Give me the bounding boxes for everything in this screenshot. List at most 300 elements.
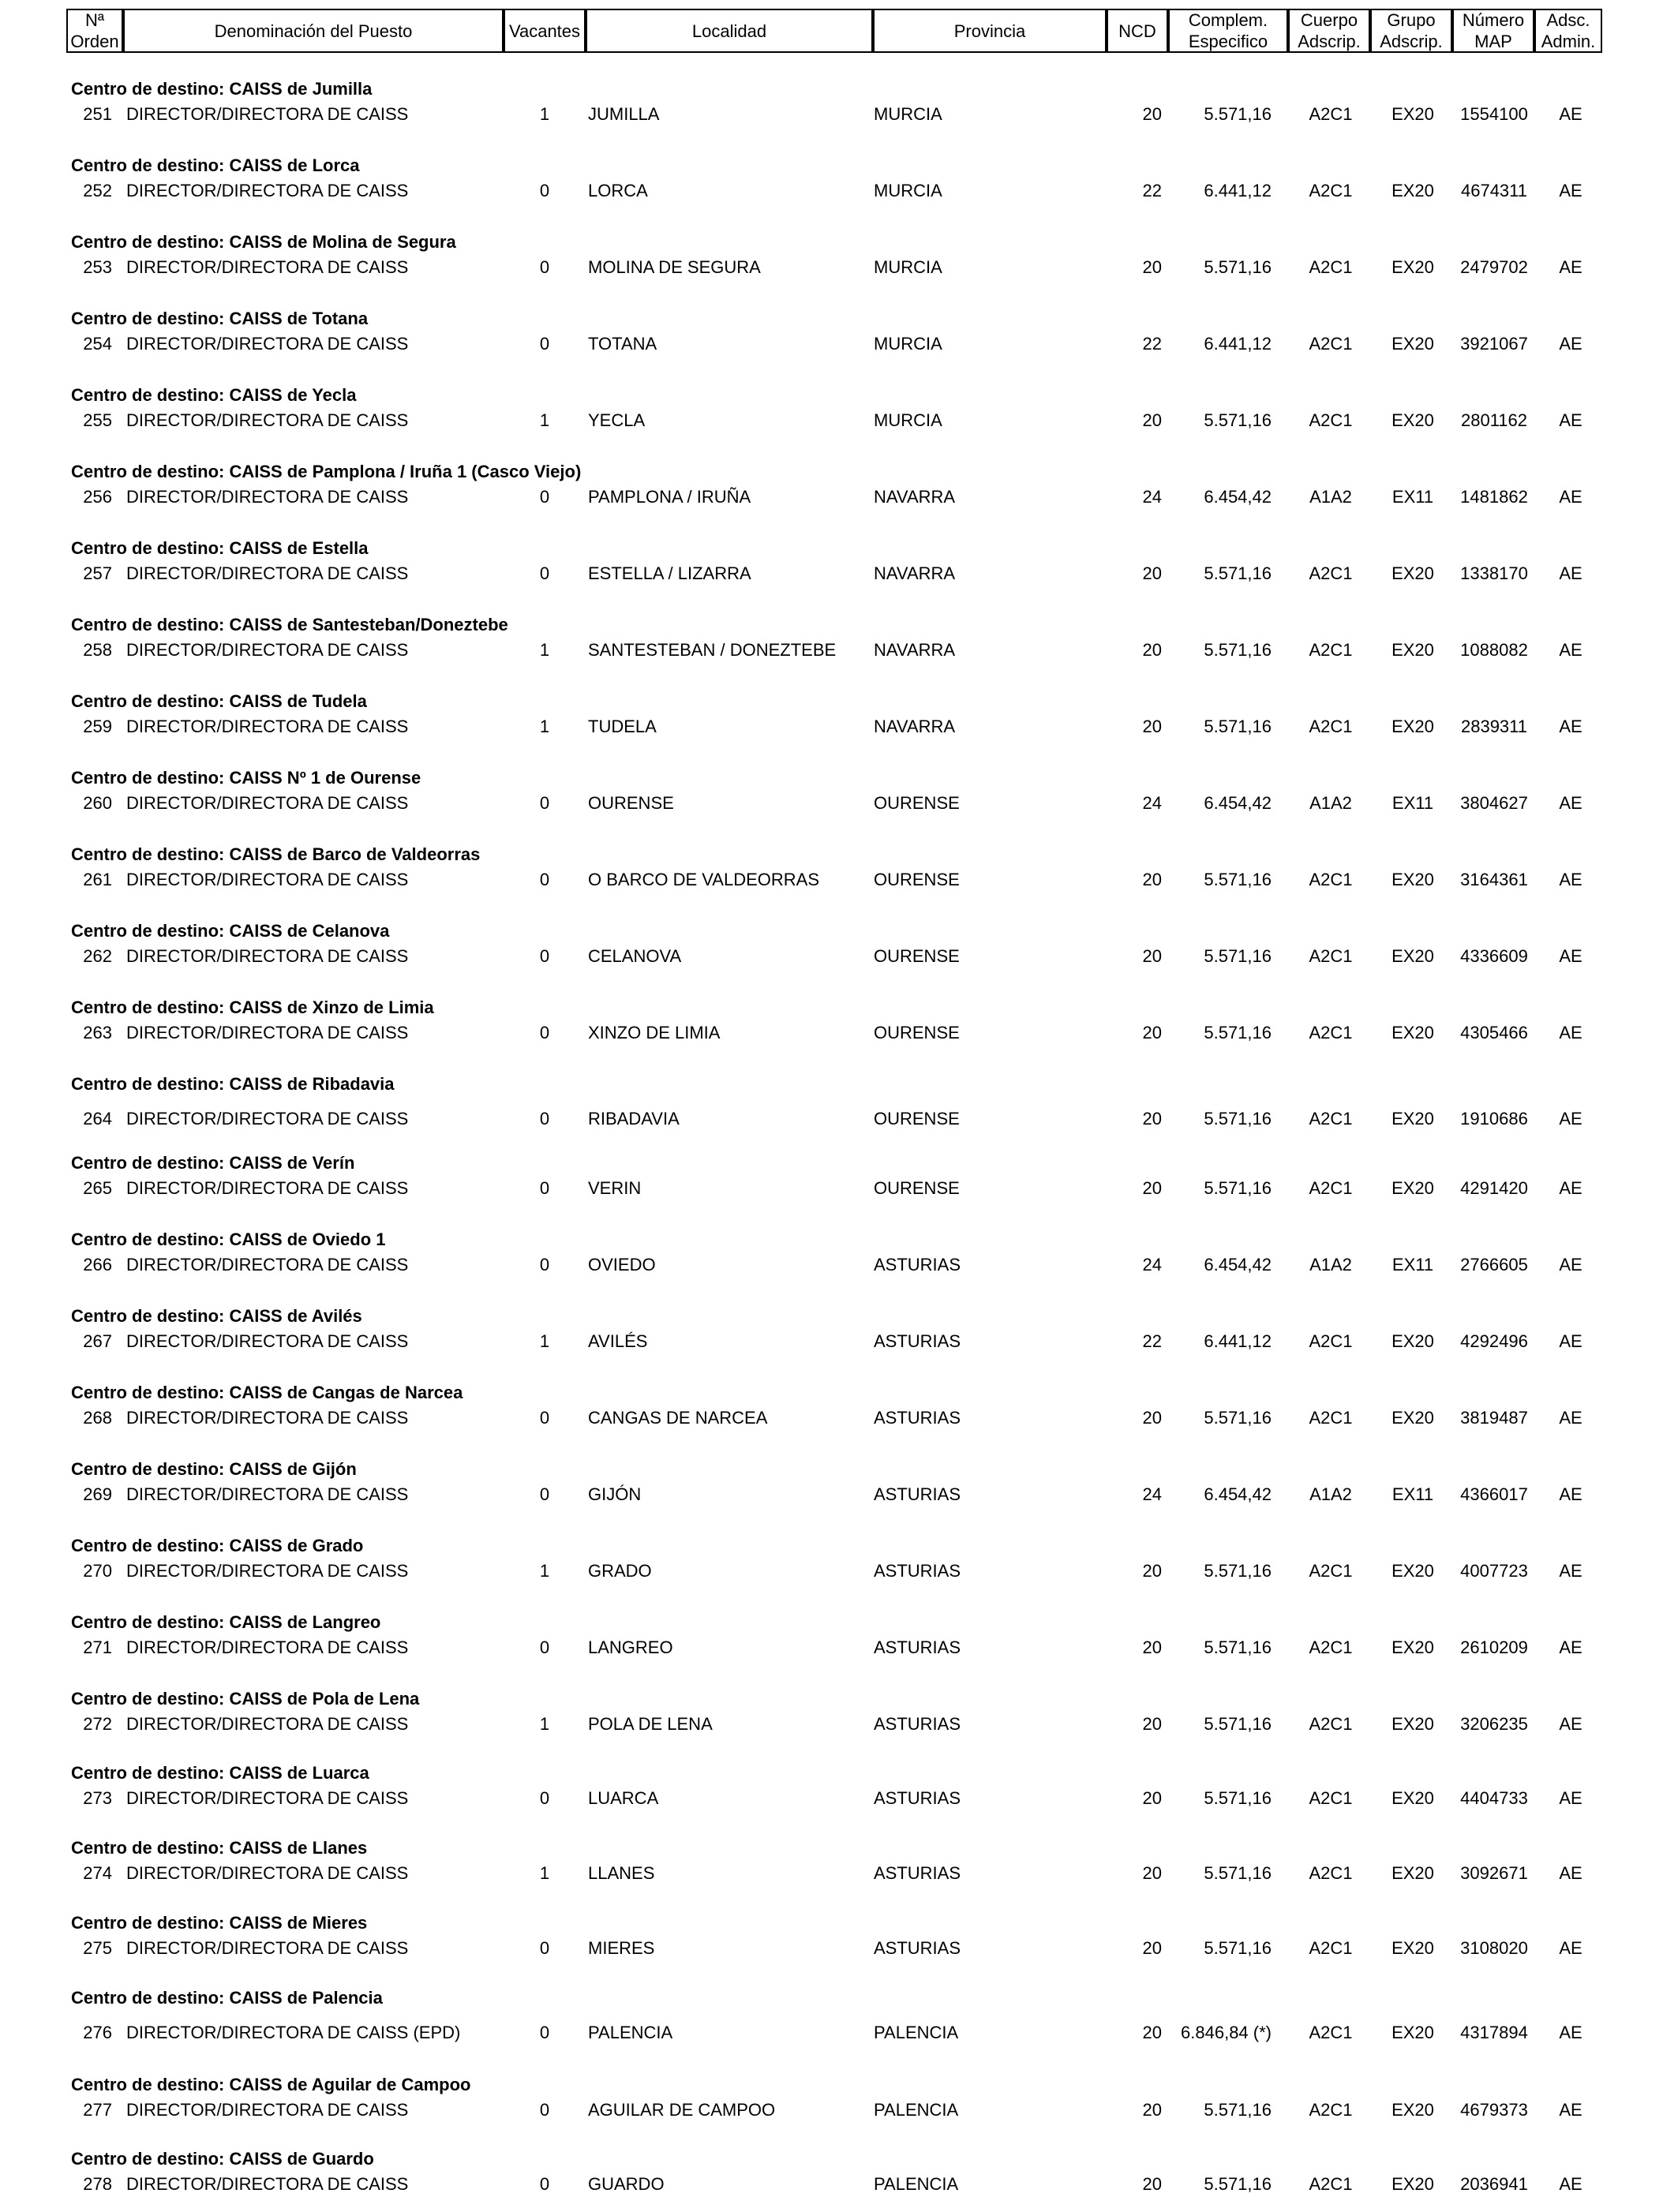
- cell-cuerpo: A2C1: [1309, 104, 1353, 124]
- cell-numero-map: 3092671: [1460, 1863, 1528, 1883]
- cell-adscripcion-admin: AE: [1559, 1023, 1582, 1042]
- cell-provincia: NAVARRA: [874, 717, 956, 736]
- cell-provincia: OURENSE: [874, 793, 960, 813]
- table-row-group: [0, 1689, 1678, 1752]
- cell-adscripcion-admin: AE: [1559, 1637, 1582, 1657]
- cell-ncd: 20: [1142, 563, 1162, 583]
- cell-denominacion: DIRECTOR/DIRECTORA DE CAISS: [126, 1714, 409, 1734]
- cell-ncd: 20: [1142, 1408, 1162, 1428]
- cell-numero-map: 3206235: [1460, 1714, 1528, 1734]
- centro-destino-prefix: Centro de destino:: [71, 2149, 230, 2169]
- cell-cuerpo: A2C1: [1309, 1109, 1353, 1128]
- cell-adscripcion-admin: AE: [1559, 2100, 1582, 2120]
- cell-cuerpo: A1A2: [1309, 1255, 1352, 1274]
- cell-orden: 268: [83, 1408, 112, 1428]
- cell-cuerpo: A2C1: [1309, 1178, 1353, 1198]
- cell-adscripcion-admin: AE: [1559, 1178, 1582, 1198]
- centro-destino-name: CAISS de Barco de Valdeorras: [229, 844, 481, 864]
- table-row: [0, 410, 1678, 436]
- centro-destino-name: CAISS de Pola de Lena: [229, 1689, 420, 1709]
- cell-provincia: MURCIA: [874, 257, 942, 277]
- cell-grupo: EX20: [1391, 717, 1434, 736]
- cell-localidad: PALENCIA: [588, 2023, 673, 2042]
- cell-numero-map: 3108020: [1460, 1938, 1528, 1958]
- centro-destino-heading: [71, 1306, 362, 1327]
- cell-adscripcion-admin: AE: [1559, 334, 1582, 354]
- table-row-group: [0, 232, 1678, 295]
- table-row: [0, 334, 1678, 359]
- table-row: [0, 1178, 1678, 1203]
- cell-complemento: 5.571,16: [1204, 946, 1272, 966]
- centro-destino-heading: [71, 1838, 367, 1858]
- cell-vacantes: 0: [539, 487, 550, 507]
- cell-denominacion: DIRECTOR/DIRECTORA DE CAISS: [126, 870, 409, 889]
- centro-destino-heading: [71, 997, 434, 1018]
- cell-vacantes: 1: [539, 1863, 550, 1883]
- header-map: Número MAP: [1452, 9, 1534, 53]
- cell-orden: 253: [83, 257, 112, 277]
- cell-vacantes: 0: [539, 1938, 550, 1958]
- cell-localidad: CELANOVA: [588, 946, 682, 966]
- cell-numero-map: 2036941: [1460, 2174, 1528, 2194]
- cell-denominacion: DIRECTOR/DIRECTORA DE CAISS: [126, 1178, 409, 1198]
- cell-cuerpo: A1A2: [1309, 487, 1352, 507]
- cell-denominacion: DIRECTOR/DIRECTORA DE CAISS (EPD): [126, 2023, 461, 2042]
- cell-cuerpo: A2C1: [1309, 334, 1353, 354]
- cell-grupo: EX20: [1391, 1788, 1434, 1808]
- cell-vacantes: 1: [539, 104, 550, 124]
- centro-destino-prefix: Centro de destino:: [71, 615, 230, 634]
- cell-grupo: EX20: [1391, 1331, 1434, 1351]
- table-row-group: [0, 1459, 1678, 1522]
- cell-cuerpo: A2C1: [1309, 1023, 1353, 1042]
- table-row-group: [0, 1913, 1678, 1976]
- cell-orden: 252: [83, 181, 112, 200]
- cell-numero-map: 4679373: [1460, 2100, 1528, 2120]
- table-row-group: [0, 2149, 1678, 2212]
- centro-destino-heading: [71, 155, 360, 176]
- cell-complemento: 6.454,42: [1204, 487, 1272, 507]
- table-row: [0, 487, 1678, 512]
- cell-numero-map: 1088082: [1460, 640, 1528, 660]
- cell-provincia: NAVARRA: [874, 563, 956, 583]
- cell-ncd: 20: [1142, 1109, 1162, 1128]
- cell-adscripcion-admin: AE: [1559, 717, 1582, 736]
- cell-complemento: 5.571,16: [1204, 1637, 1272, 1657]
- cell-grupo: EX20: [1391, 946, 1434, 966]
- cell-orden: 260: [83, 793, 112, 813]
- cell-localidad: YECLA: [588, 410, 646, 430]
- cell-orden: 254: [83, 334, 112, 354]
- cell-complemento: 5.571,16: [1204, 257, 1272, 277]
- cell-localidad: MIERES: [588, 1938, 655, 1958]
- cell-adscripcion-admin: AE: [1559, 1863, 1582, 1883]
- centro-destino-prefix: Centro de destino:: [71, 1612, 230, 1632]
- cell-ncd: 20: [1142, 410, 1162, 430]
- cell-complemento: 5.571,16: [1204, 2174, 1272, 2194]
- centro-destino-prefix: Centro de destino:: [71, 1230, 230, 1249]
- cell-provincia: OURENSE: [874, 1023, 960, 1042]
- centro-destino-name: CAISS de Aguilar de Campoo: [229, 2075, 471, 2094]
- centro-destino-prefix: Centro de destino:: [71, 1536, 230, 1555]
- cell-provincia: ASTURIAS: [874, 1255, 961, 1274]
- centro-destino-heading: [71, 1459, 357, 1480]
- centro-destino-name: CAISS de Verín: [229, 1153, 355, 1173]
- table-row: [0, 2174, 1678, 2199]
- cell-provincia: OURENSE: [874, 1178, 960, 1198]
- cell-orden: 271: [83, 1637, 112, 1657]
- cell-localidad: OVIEDO: [588, 1255, 656, 1274]
- cell-ncd: 20: [1142, 1714, 1162, 1734]
- cell-localidad: AGUILAR DE CAMPOO: [588, 2100, 776, 2120]
- centro-destino-heading: [71, 309, 368, 329]
- cell-orden: 264: [83, 1109, 112, 1128]
- cell-ncd: 20: [1142, 870, 1162, 889]
- cell-complemento: 5.571,16: [1204, 640, 1272, 660]
- table-row: [0, 1484, 1678, 1510]
- cell-ncd: 20: [1142, 1863, 1162, 1883]
- centro-destino-heading: [71, 1153, 354, 1173]
- cell-cuerpo: A2C1: [1309, 410, 1353, 430]
- cell-numero-map: 4366017: [1460, 1484, 1528, 1504]
- cell-denominacion: DIRECTOR/DIRECTORA DE CAISS: [126, 1109, 409, 1128]
- table-row: [0, 1331, 1678, 1357]
- cell-denominacion: DIRECTOR/DIRECTORA DE CAISS: [126, 1637, 409, 1657]
- cell-orden: 272: [83, 1714, 112, 1734]
- cell-numero-map: 3921067: [1460, 334, 1528, 354]
- cell-cuerpo: A2C1: [1309, 1331, 1353, 1351]
- centro-destino-prefix: Centro de destino:: [71, 1306, 230, 1326]
- centro-destino-name: CAISS Nº 1 de Ourense: [229, 768, 421, 788]
- centro-destino-name: CAISS de Jumilla: [229, 79, 373, 99]
- cell-grupo: EX20: [1391, 640, 1434, 660]
- cell-localidad: LLANES: [588, 1863, 655, 1883]
- table-row: [0, 181, 1678, 206]
- table-row-group: [0, 1612, 1678, 1675]
- centro-destino-name: CAISS de Ribadavia: [229, 1074, 395, 1094]
- cell-ncd: 20: [1142, 104, 1162, 124]
- centro-destino-heading: [71, 232, 456, 253]
- centro-destino-heading: [71, 385, 356, 406]
- cell-provincia: MURCIA: [874, 181, 942, 200]
- cell-provincia: MURCIA: [874, 410, 942, 430]
- cell-cuerpo: A2C1: [1309, 181, 1353, 200]
- header-admin: Adsc. Admin.: [1534, 9, 1602, 53]
- centro-destino-prefix: Centro de destino:: [71, 79, 230, 99]
- cell-adscripcion-admin: AE: [1559, 2023, 1582, 2042]
- table-row: [0, 1023, 1678, 1048]
- cell-orden: 270: [83, 1561, 112, 1581]
- cell-vacantes: 0: [539, 946, 550, 966]
- centro-destino-prefix: Centro de destino:: [71, 768, 230, 788]
- table-row: [0, 946, 1678, 971]
- cell-cuerpo: A2C1: [1309, 1637, 1353, 1657]
- cell-denominacion: DIRECTOR/DIRECTORA DE CAISS: [126, 2100, 409, 2120]
- centro-destino-heading: [71, 1689, 419, 1709]
- table-row: [0, 640, 1678, 665]
- cell-cuerpo: A2C1: [1309, 1714, 1353, 1734]
- cell-complemento: 5.571,16: [1204, 104, 1272, 124]
- centro-destino-heading: [71, 844, 480, 865]
- header-orden: Nª Orden: [66, 9, 123, 53]
- cell-provincia: ASTURIAS: [874, 1637, 961, 1657]
- table-row: [0, 717, 1678, 742]
- cell-ncd: 20: [1142, 1788, 1162, 1808]
- table-row-group: [0, 2075, 1678, 2138]
- centro-destino-prefix: Centro de destino:: [71, 1988, 230, 2008]
- cell-grupo: EX20: [1391, 1178, 1434, 1198]
- cell-complemento: 5.571,16: [1204, 1178, 1272, 1198]
- cell-vacantes: 0: [539, 1255, 550, 1274]
- centro-destino-prefix: Centro de destino:: [71, 538, 230, 558]
- table-row-group: [0, 1074, 1678, 1137]
- cell-grupo: EX20: [1391, 563, 1434, 583]
- cell-localidad: LANGREO: [588, 1637, 673, 1657]
- cell-provincia: MURCIA: [874, 104, 942, 124]
- cell-localidad: OURENSE: [588, 793, 674, 813]
- cell-complemento: 6.441,12: [1204, 334, 1272, 354]
- cell-numero-map: 2479702: [1460, 257, 1528, 277]
- centro-destino-prefix: Centro de destino:: [71, 691, 230, 711]
- cell-vacantes: 1: [539, 1331, 550, 1351]
- cell-adscripcion-admin: AE: [1559, 1714, 1582, 1734]
- cell-vacantes: 0: [539, 2023, 550, 2042]
- cell-vacantes: 0: [539, 1637, 550, 1657]
- cell-ncd: 20: [1142, 257, 1162, 277]
- cell-complemento: 5.571,16: [1204, 410, 1272, 430]
- centro-destino-name: CAISS de Lorca: [229, 155, 360, 175]
- cell-numero-map: 4291420: [1460, 1178, 1528, 1198]
- table-row-group: [0, 538, 1678, 601]
- cell-numero-map: 2839311: [1460, 717, 1527, 736]
- table-row: [0, 1788, 1678, 1813]
- cell-complemento: 5.571,16: [1204, 1863, 1272, 1883]
- cell-orden: 273: [83, 1788, 112, 1808]
- cell-provincia: NAVARRA: [874, 640, 956, 660]
- cell-adscripcion-admin: AE: [1559, 2174, 1582, 2194]
- cell-grupo: EX20: [1391, 2100, 1434, 2120]
- cell-cuerpo: A2C1: [1309, 1561, 1353, 1581]
- cell-denominacion: DIRECTOR/DIRECTORA DE CAISS: [126, 1561, 409, 1581]
- cell-provincia: ASTURIAS: [874, 1484, 961, 1504]
- centro-destino-heading: [71, 2075, 470, 2095]
- cell-orden: 263: [83, 1023, 112, 1042]
- cell-denominacion: DIRECTOR/DIRECTORA DE CAISS: [126, 1408, 409, 1428]
- centro-destino-heading: [71, 768, 421, 788]
- cell-numero-map: 4292496: [1460, 1331, 1528, 1351]
- centro-destino-heading: [71, 1230, 386, 1250]
- cell-adscripcion-admin: AE: [1559, 870, 1582, 889]
- cell-vacantes: 0: [539, 2174, 550, 2194]
- cell-grupo: EX20: [1391, 1408, 1434, 1428]
- cell-complemento: 5.571,16: [1204, 1788, 1272, 1808]
- cell-numero-map: 3819487: [1460, 1408, 1528, 1428]
- cell-provincia: NAVARRA: [874, 487, 956, 507]
- cell-denominacion: DIRECTOR/DIRECTORA DE CAISS: [126, 1023, 409, 1042]
- table-row-group: [0, 462, 1678, 525]
- cell-complemento: 6.441,12: [1204, 1331, 1272, 1351]
- cell-adscripcion-admin: AE: [1559, 1408, 1582, 1428]
- cell-localidad: PAMPLONA / IRUÑA: [588, 487, 751, 507]
- centro-destino-prefix: Centro de destino:: [71, 1153, 230, 1173]
- header-ncd: NCD: [1107, 9, 1168, 53]
- cell-cuerpo: A2C1: [1309, 2023, 1353, 2042]
- cell-adscripcion-admin: AE: [1559, 181, 1582, 200]
- cell-denominacion: DIRECTOR/DIRECTORA DE CAISS: [126, 1863, 409, 1883]
- centro-destino-name: CAISS de Xinzo de Limia: [229, 997, 434, 1017]
- cell-provincia: OURENSE: [874, 870, 960, 889]
- cell-complemento: 6.441,12: [1204, 181, 1272, 200]
- cell-complemento: 5.571,16: [1204, 870, 1272, 889]
- cell-cuerpo: A1A2: [1309, 793, 1352, 813]
- cell-denominacion: DIRECTOR/DIRECTORA DE CAISS: [126, 2174, 409, 2194]
- cell-ncd: 20: [1142, 1178, 1162, 1198]
- centro-destino-prefix: Centro de destino:: [71, 1763, 230, 1783]
- cell-provincia: ASTURIAS: [874, 1714, 961, 1734]
- cell-ncd: 22: [1142, 181, 1162, 200]
- centro-destino-name: CAISS de Tudela: [229, 691, 367, 711]
- centro-destino-name: CAISS de Avilés: [229, 1306, 362, 1326]
- cell-complemento: 5.571,16: [1204, 563, 1272, 583]
- cell-adscripcion-admin: AE: [1559, 1109, 1582, 1128]
- cell-denominacion: DIRECTOR/DIRECTORA DE CAISS: [126, 640, 409, 660]
- centro-destino-prefix: Centro de destino:: [71, 997, 230, 1017]
- cell-cuerpo: A2C1: [1309, 717, 1353, 736]
- cell-complemento: 6.846,84 (*): [1181, 2023, 1272, 2042]
- cell-ncd: 20: [1142, 2100, 1162, 2120]
- table-row: [0, 793, 1678, 818]
- cell-cuerpo: A2C1: [1309, 1788, 1353, 1808]
- cell-provincia: MURCIA: [874, 334, 942, 354]
- cell-localidad: GRADO: [588, 1561, 652, 1581]
- table-row-group: [0, 79, 1678, 142]
- cell-complemento: 5.571,16: [1204, 1938, 1272, 1958]
- cell-numero-map: 1481862: [1460, 487, 1528, 507]
- cell-ncd: 24: [1142, 1484, 1162, 1504]
- cell-localidad: TUDELA: [588, 717, 657, 736]
- cell-cuerpo: A2C1: [1309, 870, 1353, 889]
- cell-localidad: SANTESTEBAN / DONEZTEBE: [588, 640, 837, 660]
- centro-destino-name: CAISS de Luarca: [229, 1763, 369, 1783]
- centro-destino-name: CAISS de Totana: [229, 309, 369, 328]
- cell-localidad: GUARDO: [588, 2174, 665, 2194]
- cell-orden: 277: [83, 2100, 112, 2120]
- cell-denominacion: DIRECTOR/DIRECTORA DE CAISS: [126, 257, 409, 277]
- centro-destino-prefix: Centro de destino:: [71, 385, 230, 405]
- cell-localidad: CANGAS DE NARCEA: [588, 1408, 768, 1428]
- centro-destino-heading: [71, 1383, 463, 1403]
- cell-complemento: 6.454,42: [1204, 793, 1272, 813]
- cell-localidad: JUMILLA: [588, 104, 660, 124]
- cell-localidad: ESTELLA / LIZARRA: [588, 563, 751, 583]
- cell-orden: 278: [83, 2174, 112, 2194]
- centro-destino-prefix: Centro de destino:: [71, 1838, 230, 1858]
- centro-destino-prefix: Centro de destino:: [71, 1689, 230, 1709]
- table-row-group: [0, 1383, 1678, 1446]
- table-row: [0, 1714, 1678, 1739]
- centro-destino-prefix: Centro de destino:: [71, 921, 230, 941]
- cell-grupo: EX20: [1391, 2174, 1434, 2194]
- cell-denominacion: DIRECTOR/DIRECTORA DE CAISS: [126, 1255, 409, 1274]
- cell-vacantes: 0: [539, 563, 550, 583]
- cell-vacantes: 0: [539, 257, 550, 277]
- centro-destino-name: CAISS de Langreo: [229, 1612, 381, 1632]
- cell-grupo: EX20: [1391, 1637, 1434, 1657]
- cell-denominacion: DIRECTOR/DIRECTORA DE CAISS: [126, 487, 409, 507]
- centro-destino-prefix: Centro de destino:: [71, 462, 230, 481]
- cell-vacantes: 0: [539, 1484, 550, 1504]
- cell-orden: 258: [83, 640, 112, 660]
- centro-destino-heading: [71, 1763, 369, 1783]
- cell-numero-map: 2766605: [1460, 1255, 1528, 1274]
- centro-destino-name: CAISS de Yecla: [229, 385, 357, 405]
- cell-vacantes: 1: [539, 717, 550, 736]
- header-localidad: Localidad: [586, 9, 873, 53]
- cell-orden: 274: [83, 1863, 112, 1883]
- table-row-group: [0, 1536, 1678, 1599]
- table-row: [0, 1637, 1678, 1663]
- cell-provincia: PALENCIA: [874, 2023, 959, 2042]
- cell-ncd: 20: [1142, 1938, 1162, 1958]
- cell-grupo: EX11: [1391, 1255, 1434, 1274]
- cell-numero-map: 4674311: [1460, 181, 1527, 200]
- centro-destino-heading: [71, 1913, 367, 1933]
- table-row: [0, 1561, 1678, 1586]
- cell-orden: 256: [83, 487, 112, 507]
- table-row: [0, 1255, 1678, 1280]
- cell-grupo: EX20: [1391, 870, 1434, 889]
- cell-numero-map: 4336609: [1460, 946, 1528, 966]
- cell-localidad: VERIN: [588, 1178, 642, 1198]
- header-cuerpo: Cuerpo Adscrip.: [1288, 9, 1370, 53]
- table-row: [0, 257, 1678, 283]
- table-row-group: [0, 1306, 1678, 1369]
- cell-ncd: 22: [1142, 1331, 1162, 1351]
- table-row-group: [0, 768, 1678, 831]
- cell-adscripcion-admin: AE: [1559, 104, 1582, 124]
- cell-localidad: RIBADAVIA: [588, 1109, 680, 1128]
- cell-provincia: ASTURIAS: [874, 1331, 961, 1351]
- cell-provincia: ASTURIAS: [874, 1863, 961, 1883]
- cell-vacantes: 1: [539, 1561, 550, 1581]
- cell-grupo: EX20: [1391, 1561, 1434, 1581]
- cell-numero-map: 1910686: [1460, 1109, 1528, 1128]
- header-complemento: Complem. Especifico: [1168, 9, 1288, 53]
- table-row-group: [0, 1838, 1678, 1901]
- cell-localidad: O BARCO DE VALDEORRAS: [588, 870, 819, 889]
- centro-destino-prefix: Centro de destino:: [71, 844, 230, 864]
- centro-destino-heading: [71, 1612, 380, 1633]
- centro-destino-heading: [71, 462, 581, 482]
- cell-orden: 261: [83, 870, 112, 889]
- centro-destino-heading: [71, 1074, 395, 1095]
- cell-adscripcion-admin: AE: [1559, 563, 1582, 583]
- table-row: [0, 1938, 1678, 1963]
- centro-destino-heading: [71, 1988, 383, 2008]
- cell-provincia: PALENCIA: [874, 2100, 959, 2120]
- centro-destino-name: CAISS de Oviedo 1: [229, 1230, 386, 1249]
- cell-adscripcion-admin: AE: [1559, 1484, 1582, 1504]
- cell-cuerpo: A2C1: [1309, 640, 1353, 660]
- cell-complemento: 5.571,16: [1204, 1714, 1272, 1734]
- cell-denominacion: DIRECTOR/DIRECTORA DE CAISS: [126, 410, 409, 430]
- cell-vacantes: 0: [539, 1178, 550, 1198]
- cell-numero-map: 2610209: [1460, 1637, 1528, 1657]
- cell-vacantes: 0: [539, 1023, 550, 1042]
- table-row: [0, 1863, 1678, 1888]
- centro-destino-prefix: Centro de destino:: [71, 1383, 230, 1402]
- cell-adscripcion-admin: AE: [1559, 1938, 1582, 1958]
